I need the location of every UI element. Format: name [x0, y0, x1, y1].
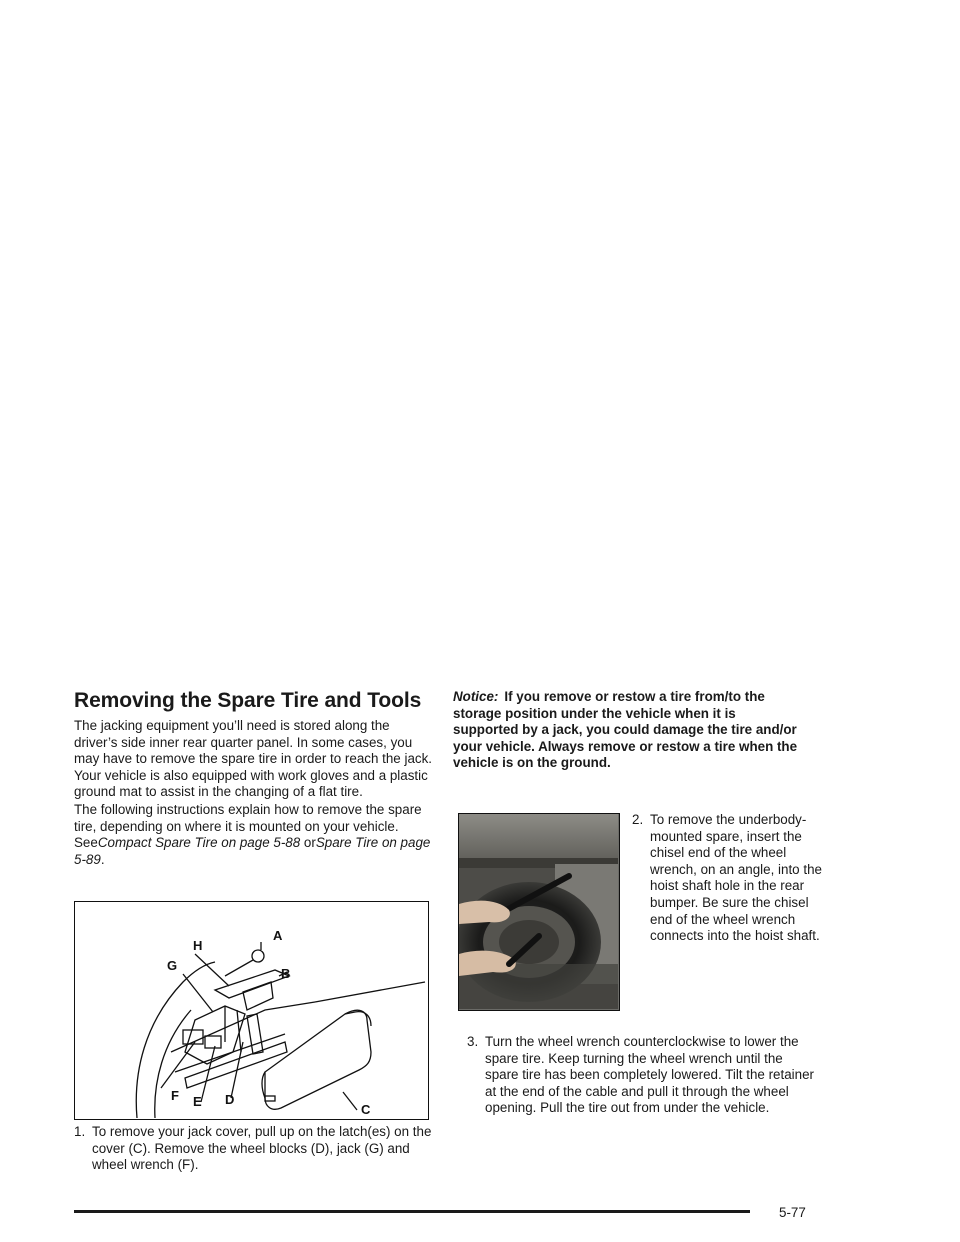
notice-label: Notice:	[453, 689, 499, 704]
step-1-text: To remove your jack cover, pull up on the latch(es) on the cover (C). Remove the wheel blocks (D), jack (G) and wheel wrench (F).	[92, 1124, 432, 1173]
link-compact-spare-tire[interactable]: Compact Spare Tire on page 5-88	[97, 835, 301, 851]
figure-label-d: D	[225, 1092, 235, 1107]
figure-label-b: B	[281, 966, 291, 981]
hoist-shaft-photo	[458, 813, 620, 1011]
intro-paragraph: The jacking equipment you’ll need is stored along the driver’s side inner rear quarter panel. In some cases, you may have to remove the spare tire in order to reach the jack. Your vehicle is also equipped with work gloves and a plastic ground mat to assist in the changing of a flat tire.	[74, 718, 433, 800]
para2-text-start: The following instructions explain how to remove the spare tire, depending on where it is mounted on your vehicle. See	[74, 802, 422, 851]
figure-label-c: C	[361, 1102, 371, 1117]
hoist-shaft-photo-drawing	[459, 814, 618, 1009]
step-2-number: 2.	[632, 812, 644, 827]
step-3	[467, 1034, 817, 1117]
step-1-number: 1.	[74, 1124, 86, 1139]
section-title: Removing the Spare Tire and Tools	[74, 689, 422, 712]
notice-text: If you remove or restow a tire from/to the storage position under the vehicle when it is supported by a jack, you could damage the tire and/or your vehicle. Always remove or restow a tire when the vehicle is on the ground.	[453, 689, 798, 771]
figure-label-h: H	[193, 938, 203, 953]
page-number: 5-77	[779, 1205, 806, 1220]
para2-text-mid: or	[303, 835, 316, 851]
notice-block	[453, 689, 801, 772]
step-3-text: Turn the wheel wrench counterclockwise to lower the spare tire. Keep turning the wheel wrench until the spare tire has been completely lowered. Tilt the retainer at the end of the cable and pull it through the wheel opening. Pull the tire out from under the vehicle.	[485, 1034, 814, 1116]
footer-rule	[74, 1210, 750, 1213]
step-1	[74, 1124, 434, 1174]
step-2-text: To remove the underbody-mounted spare, insert the chisel end of the wheel wrench, on an angle, into the hoist shaft hole in the rear bumper. Be sure the chisel end of the wheel wrench connects into the hoist shaft.	[650, 812, 822, 944]
link-spare-tire[interactable]: Spare Tire on page 5-89	[74, 835, 431, 867]
step-3-number: 3.	[467, 1034, 479, 1049]
figure-label-e: E	[193, 1094, 202, 1109]
figure-label-g: G	[167, 958, 178, 973]
step-2	[632, 812, 822, 945]
jack-storage-illustration	[75, 902, 427, 1118]
figure-label-f: F	[171, 1088, 179, 1103]
instructions-paragraph	[74, 802, 436, 868]
jack-storage-figure	[74, 901, 429, 1120]
figure-label-a: A	[273, 928, 283, 943]
para2-text-end: .	[100, 851, 105, 867]
